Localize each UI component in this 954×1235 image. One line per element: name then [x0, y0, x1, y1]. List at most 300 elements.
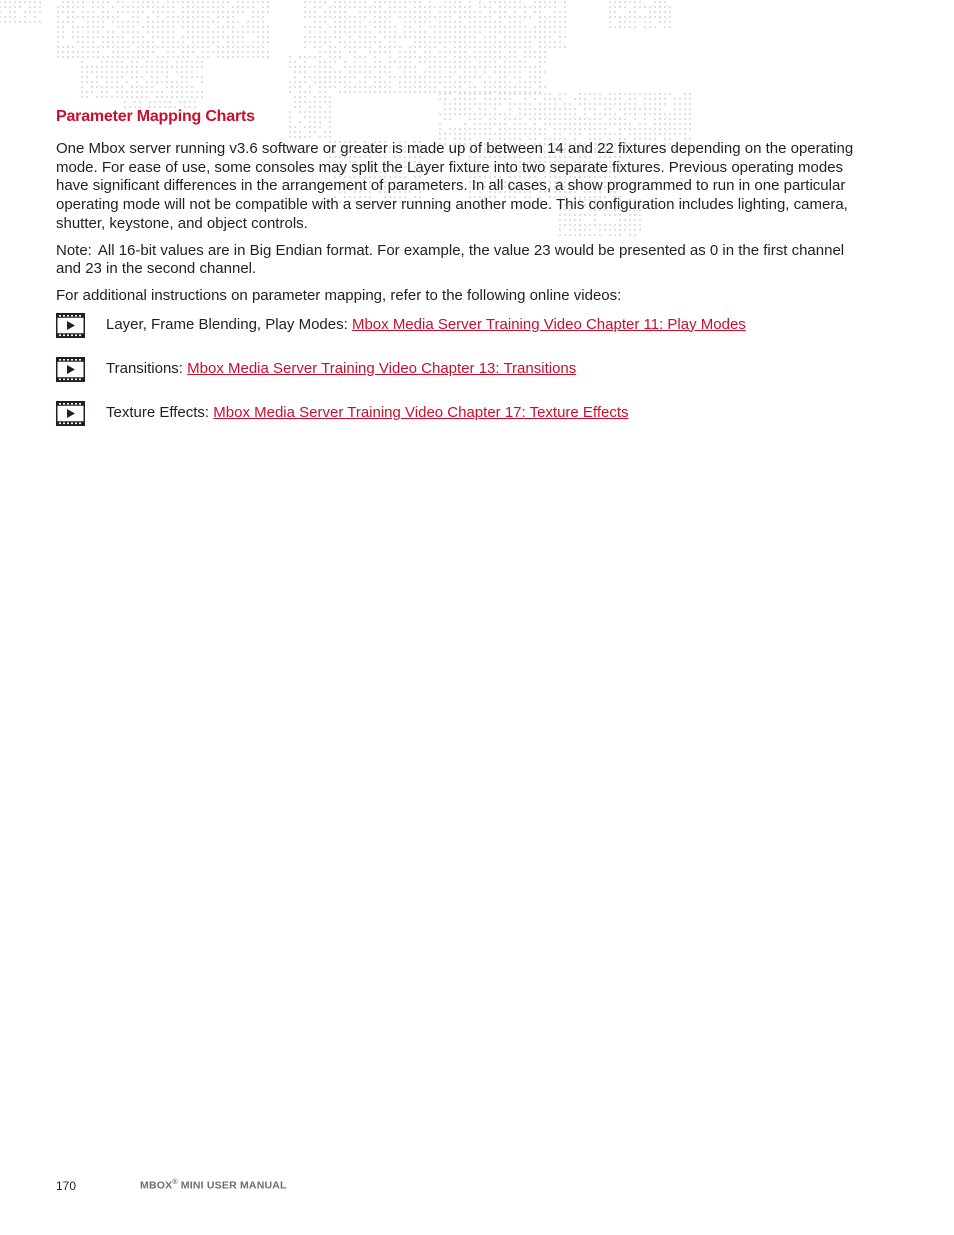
map-dot	[262, 41, 264, 43]
map-dot	[187, 46, 189, 48]
map-dot	[549, 98, 551, 100]
map-dot	[489, 36, 491, 38]
map-dot	[134, 101, 136, 103]
map-dot	[499, 81, 501, 83]
map-dot	[212, 31, 214, 33]
map-dot	[57, 46, 59, 48]
map-dot	[194, 101, 196, 103]
map-dot	[102, 6, 104, 8]
map-dot	[349, 1, 351, 3]
map-dot	[344, 46, 346, 48]
map-dot	[319, 56, 321, 58]
map-dot	[186, 66, 188, 68]
map-dot	[484, 81, 486, 83]
map-dot	[324, 31, 326, 33]
map-dot	[132, 1, 134, 3]
map-dot	[649, 93, 651, 95]
map-dot	[439, 51, 441, 53]
map-dot	[629, 16, 631, 18]
map-dot	[634, 21, 636, 23]
map-dot	[162, 36, 164, 38]
map-dot	[509, 71, 511, 73]
map-dot	[267, 51, 269, 53]
map-dot	[304, 71, 306, 73]
map-dot	[161, 96, 163, 98]
map-dot	[429, 41, 431, 43]
map-dot	[544, 56, 546, 58]
map-dot	[544, 31, 546, 33]
map-dot	[124, 101, 126, 103]
map-dot	[309, 11, 311, 13]
map-dot	[182, 41, 184, 43]
map-dot	[102, 46, 104, 48]
map-dot	[454, 56, 456, 58]
map-dot	[474, 36, 476, 38]
map-dot	[459, 41, 461, 43]
map-dot	[619, 21, 621, 23]
map-dot	[409, 91, 411, 93]
map-dot	[524, 41, 526, 43]
map-dot	[379, 61, 381, 63]
map-dot	[142, 56, 144, 58]
map-dot	[117, 51, 119, 53]
map-dot	[102, 1, 104, 3]
map-dot	[454, 36, 456, 38]
map-dot	[324, 91, 326, 93]
map-dot	[176, 61, 178, 63]
map-dot	[519, 46, 521, 48]
map-dot	[484, 98, 486, 100]
map-dot	[509, 41, 511, 43]
map-dot	[389, 41, 391, 43]
map-dot	[369, 91, 371, 93]
map-dot	[639, 16, 641, 18]
map-dot	[344, 16, 346, 18]
map-dot	[609, 1, 611, 3]
map-dot	[137, 36, 139, 38]
map-dot	[549, 93, 551, 95]
map-dot	[499, 16, 501, 18]
map-dot	[474, 66, 476, 68]
map-dot	[684, 93, 686, 95]
map-dot	[489, 76, 491, 78]
note-label: Note:	[56, 241, 92, 259]
map-dot	[654, 11, 656, 13]
map-dot	[489, 21, 491, 23]
map-dot	[439, 66, 441, 68]
map-dot	[634, 103, 636, 105]
page-number: 170	[56, 1179, 77, 1193]
map-dot	[359, 11, 361, 13]
map-dot	[91, 86, 93, 88]
map-dot	[329, 11, 331, 13]
map-dot	[489, 11, 491, 13]
map-dot	[474, 56, 476, 58]
map-dot	[349, 51, 351, 53]
map-dot	[167, 46, 169, 48]
map-dot	[349, 36, 351, 38]
map-dot	[126, 96, 128, 98]
map-dot	[689, 98, 691, 100]
map-dot	[494, 66, 496, 68]
map-dot	[146, 71, 148, 73]
map-dot	[469, 6, 471, 8]
map-dot	[509, 91, 511, 93]
map-dot	[529, 91, 531, 93]
map-dot	[454, 41, 456, 43]
map-dot	[444, 1, 446, 3]
map-dot	[257, 11, 259, 13]
map-dot	[172, 21, 174, 23]
map-dot	[539, 26, 541, 28]
video-play-icon	[56, 357, 85, 382]
map-dot	[514, 76, 516, 78]
map-dot	[242, 6, 244, 8]
map-dot	[151, 76, 153, 78]
map-dot	[267, 41, 269, 43]
map-dot	[429, 71, 431, 73]
map-dot	[659, 93, 661, 95]
map-dot	[146, 61, 148, 63]
map-dot	[409, 46, 411, 48]
section-heading: Parameter Mapping Charts	[56, 108, 255, 125]
map-dot	[524, 51, 526, 53]
map-dot	[659, 103, 661, 105]
map-dot	[519, 21, 521, 23]
map-dot	[309, 1, 311, 3]
map-dot	[304, 61, 306, 63]
map-dot	[146, 91, 148, 93]
map-dot	[439, 6, 441, 8]
map-dot	[504, 1, 506, 3]
map-dot	[157, 26, 159, 28]
map-dot	[439, 93, 441, 95]
map-dot	[394, 61, 396, 63]
map-dot	[112, 46, 114, 48]
map-dot	[489, 61, 491, 63]
map-dot	[157, 46, 159, 48]
map-dot	[289, 86, 291, 88]
map-dot	[299, 91, 301, 93]
map-dot	[384, 31, 386, 33]
map-dot	[529, 46, 531, 48]
map-dot	[554, 26, 556, 28]
map-dot	[514, 31, 516, 33]
video-link-play-modes[interactable]: Mbox Media Server Training Video Chapter 11: Play Modes	[351, 315, 746, 333]
map-dot	[389, 6, 391, 8]
map-dot	[484, 51, 486, 53]
map-dot	[419, 1, 421, 3]
map-dot	[127, 41, 129, 43]
map-dot	[9, 21, 11, 23]
map-dot	[439, 76, 441, 78]
map-dot	[449, 41, 451, 43]
map-dot	[97, 51, 99, 53]
map-dot	[469, 81, 471, 83]
map-dot	[534, 56, 536, 58]
map-dot	[57, 56, 59, 58]
map-dot	[324, 21, 326, 23]
map-dot	[574, 98, 576, 100]
map-dot	[394, 6, 396, 8]
map-dot	[499, 103, 501, 105]
map-dot	[257, 31, 259, 33]
map-dot	[237, 1, 239, 3]
map-dot	[187, 1, 189, 3]
map-dot	[329, 56, 331, 58]
map-dot	[339, 81, 341, 83]
video-link-texture-effects[interactable]: Mbox Media Server Training Video Chapter 17: Texture Effects	[213, 403, 629, 421]
map-dot	[57, 16, 59, 18]
map-dot	[152, 26, 154, 28]
map-dot	[379, 66, 381, 68]
map-dot	[434, 46, 436, 48]
map-dot	[449, 31, 451, 33]
map-dot	[509, 36, 511, 38]
map-dot	[147, 46, 149, 48]
map-dot	[212, 51, 214, 53]
map-dot	[414, 71, 416, 73]
map-dot	[217, 41, 219, 43]
map-dot	[81, 71, 83, 73]
map-dot	[186, 91, 188, 93]
map-dot	[454, 71, 456, 73]
map-dot	[207, 1, 209, 3]
map-dot	[267, 11, 269, 13]
map-dot	[444, 31, 446, 33]
map-dot	[509, 31, 511, 33]
map-dot	[136, 61, 138, 63]
map-dot	[504, 66, 506, 68]
map-dot	[349, 71, 351, 73]
map-dot	[514, 1, 516, 3]
map-dot	[207, 16, 209, 18]
map-dot	[132, 16, 134, 18]
map-dot	[232, 11, 234, 13]
map-dot	[232, 56, 234, 58]
map-dot	[324, 11, 326, 13]
map-dot	[379, 81, 381, 83]
map-dot	[379, 41, 381, 43]
map-dot	[519, 41, 521, 43]
map-dot	[192, 11, 194, 13]
map-dot	[424, 56, 426, 58]
map-dot	[539, 41, 541, 43]
map-dot	[434, 6, 436, 8]
map-dot	[304, 26, 306, 28]
map-dot	[242, 26, 244, 28]
map-dot	[171, 81, 173, 83]
map-dot	[469, 36, 471, 38]
map-dot	[294, 61, 296, 63]
map-dot	[424, 36, 426, 38]
map-dot	[494, 1, 496, 3]
map-dot	[539, 91, 541, 93]
map-dot	[664, 103, 666, 105]
map-dot	[519, 81, 521, 83]
map-dot	[121, 61, 123, 63]
map-dot	[509, 66, 511, 68]
map-dot	[96, 96, 98, 98]
map-dot	[489, 93, 491, 95]
map-dot	[664, 98, 666, 100]
map-dot	[207, 26, 209, 28]
map-dot	[34, 11, 36, 13]
map-dot	[176, 86, 178, 88]
map-dot	[167, 21, 169, 23]
map-dot	[191, 76, 193, 78]
map-dot	[319, 76, 321, 78]
map-dot	[524, 36, 526, 38]
map-dot	[414, 41, 416, 43]
map-dot	[111, 86, 113, 88]
map-dot	[77, 1, 79, 3]
map-dot	[156, 66, 158, 68]
map-dot	[242, 51, 244, 53]
map-dot	[419, 61, 421, 63]
map-dot	[0, 6, 1, 8]
map-dot	[4, 16, 6, 18]
map-dot	[72, 26, 74, 28]
map-dot	[644, 98, 646, 100]
map-dot	[429, 91, 431, 93]
map-dot	[414, 81, 416, 83]
map-dot	[554, 21, 556, 23]
map-dot	[161, 91, 163, 93]
map-dot	[304, 16, 306, 18]
map-dot	[499, 1, 501, 3]
map-dot	[127, 21, 129, 23]
map-dot	[439, 11, 441, 13]
map-dot	[304, 36, 306, 38]
map-dot	[4, 21, 6, 23]
video-item-play-modes	[56, 314, 866, 358]
map-dot	[222, 36, 224, 38]
map-dot	[177, 46, 179, 48]
map-dot	[116, 61, 118, 63]
map-dot	[424, 16, 426, 18]
map-dot	[369, 36, 371, 38]
map-dot	[344, 11, 346, 13]
map-dot	[57, 36, 59, 38]
map-dot	[197, 46, 199, 48]
map-dot	[122, 1, 124, 3]
map-dot	[217, 26, 219, 28]
map-dot	[147, 56, 149, 58]
map-dot	[409, 11, 411, 13]
map-dot	[314, 1, 316, 3]
video-label: Transitions:	[106, 359, 183, 377]
map-dot	[314, 96, 316, 98]
map-dot	[192, 6, 194, 8]
map-dot	[207, 41, 209, 43]
map-dot	[524, 46, 526, 48]
map-dot	[434, 41, 436, 43]
map-dot	[614, 6, 616, 8]
map-dot	[644, 21, 646, 23]
map-dot	[202, 6, 204, 8]
map-dot	[232, 6, 234, 8]
map-dot	[594, 93, 596, 95]
map-dot	[484, 56, 486, 58]
map-dot	[172, 26, 174, 28]
map-dot	[101, 66, 103, 68]
map-dot	[629, 98, 631, 100]
map-dot	[197, 21, 199, 23]
map-dot	[444, 46, 446, 48]
map-dot	[201, 76, 203, 78]
map-dot	[62, 21, 64, 23]
map-dot	[329, 76, 331, 78]
map-dot	[4, 6, 6, 8]
video-link-transitions[interactable]: Mbox Media Server Training Video Chapter 13: Transitions	[187, 359, 577, 377]
map-dot	[142, 51, 144, 53]
map-dot	[182, 1, 184, 3]
map-dot	[339, 11, 341, 13]
map-dot	[14, 11, 16, 13]
map-dot	[146, 86, 148, 88]
map-dot	[181, 71, 183, 73]
map-dot	[324, 16, 326, 18]
map-dot	[479, 66, 481, 68]
map-dot	[81, 96, 83, 98]
map-dot	[404, 61, 406, 63]
map-dot	[319, 61, 321, 63]
map-dot	[404, 81, 406, 83]
map-dot	[349, 76, 351, 78]
map-dot	[499, 11, 501, 13]
map-dot	[34, 6, 36, 8]
map-dot	[101, 61, 103, 63]
map-dot	[82, 46, 84, 48]
map-dot	[614, 16, 616, 18]
map-dot	[459, 81, 461, 83]
map-dot	[564, 11, 566, 13]
map-dot	[152, 11, 154, 13]
map-dot	[419, 36, 421, 38]
map-dot	[429, 46, 431, 48]
map-dot	[384, 16, 386, 18]
map-dot	[374, 1, 376, 3]
map-dot	[344, 66, 346, 68]
map-dot	[344, 91, 346, 93]
map-dot	[257, 16, 259, 18]
map-dot	[172, 11, 174, 13]
map-dot	[354, 51, 356, 53]
map-dot	[394, 91, 396, 93]
map-dot	[294, 96, 296, 98]
map-dot	[539, 76, 541, 78]
map-dot	[344, 1, 346, 3]
map-dot	[334, 26, 336, 28]
map-dot	[237, 6, 239, 8]
map-dot	[419, 56, 421, 58]
map-dot	[197, 6, 199, 8]
map-dot	[9, 6, 11, 8]
map-dot	[664, 16, 666, 18]
map-dot	[62, 36, 64, 38]
map-dot	[222, 1, 224, 3]
map-dot	[499, 93, 501, 95]
map-dot	[514, 6, 516, 8]
map-dot	[354, 66, 356, 68]
map-dot	[399, 56, 401, 58]
map-dot	[384, 36, 386, 38]
map-dot	[181, 91, 183, 93]
map-dot	[539, 16, 541, 18]
map-dot	[404, 36, 406, 38]
map-dot	[329, 66, 331, 68]
